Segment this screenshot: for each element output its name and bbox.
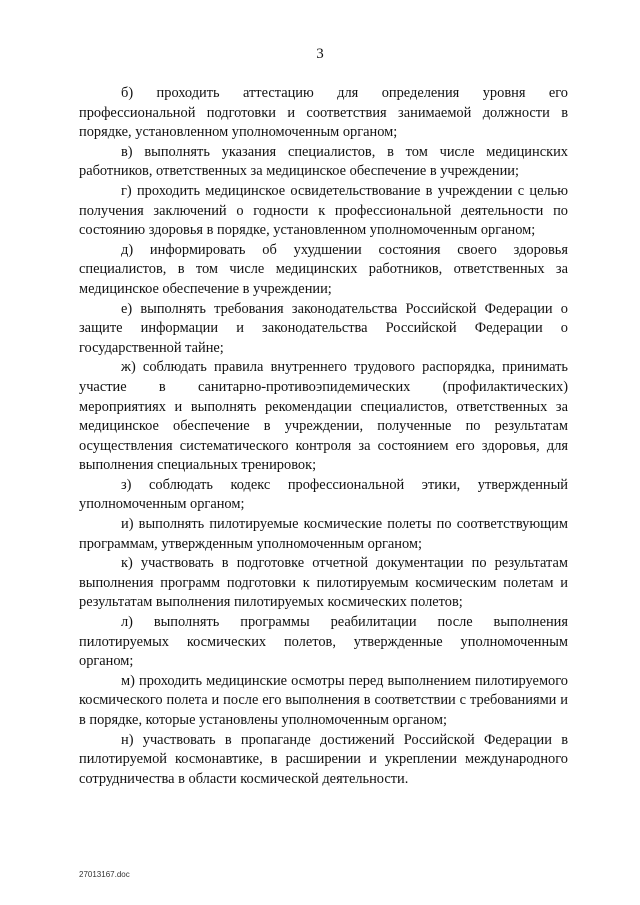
paragraph-z: з) соблюдать кодекс профессиональной этики, утвержденный уполномоченным органом; [79, 476, 568, 513]
paragraph-n: н) участвовать в пропаганде достижений Российской Федерации в пилотируемой космонавтике, в расширении и укреплении международного сотрудничества в области космической деятельности. [79, 731, 568, 787]
paragraph-b: б) проходить аттестацию для определения уровня его профессиональной подготовки и соответствия занимаемой должности в порядке, установленном уполномоченным органом; [79, 85, 568, 141]
paragraph-d: д) информировать об ухудшении состояния своего здоровья специалистов, в том числе медицинских работников, ответственных за медицинское обеспечение в учреждении; [79, 241, 568, 297]
paragraph-k: к) участвовать в подготовке отчетной документации по результатам выполнения программ подготовки к пилотируемым космическим полетам и результатам выполнения пилотируемых космических полетов; [79, 555, 568, 611]
page-number: 3 [316, 46, 324, 62]
paragraph-zh: ж) соблюдать правила внутреннего трудового распорядка, принимать участие в санитарно-противоэпидемических (профилактических) мероприятиях и выполнять рекомендации специалистов, ответственных за медицинское обеспечение в учреждении, полученные по результатам осуществления систематического контроля за состоянием его здоровья, для выполнения специальных тренировок; [79, 359, 568, 474]
paragraph-m: м) проходить медицинские осмотры перед выполнением пилотируемого космического полета и после его выполнения в соответствии с требованиями и в порядке, которые установлены уполномоченным органом; [79, 672, 568, 728]
document-body [79, 84, 568, 789]
paragraph-i: и) выполнять пилотируемые космические полеты по соответствующим программам, утвержденным уполномоченным органом; [79, 516, 568, 552]
paragraph-e: е) выполнять требования законодательства Российской Федерации о защите информации и законодательства Российской Федерации о государственной тайне; [79, 300, 568, 356]
paragraph-v: в) выполнять указания специалистов, в том числе медицинских работников, ответственных за медицинское обеспечение в учреждении; [79, 143, 568, 180]
paragraph-g: г) проходить медицинское освидетельствование в учреждении с целью получения заключений о годности к профессиональной деятельности по состоянию здоровья в порядке, установленном уполномоченным органом; [79, 182, 568, 239]
paragraph-l: л) выполнять программы реабилитации после выполнения пилотируемых космических полетов, утвержденные уполномоченным органом; [79, 614, 568, 670]
document-file-reference: 27013167.doc [79, 870, 130, 879]
